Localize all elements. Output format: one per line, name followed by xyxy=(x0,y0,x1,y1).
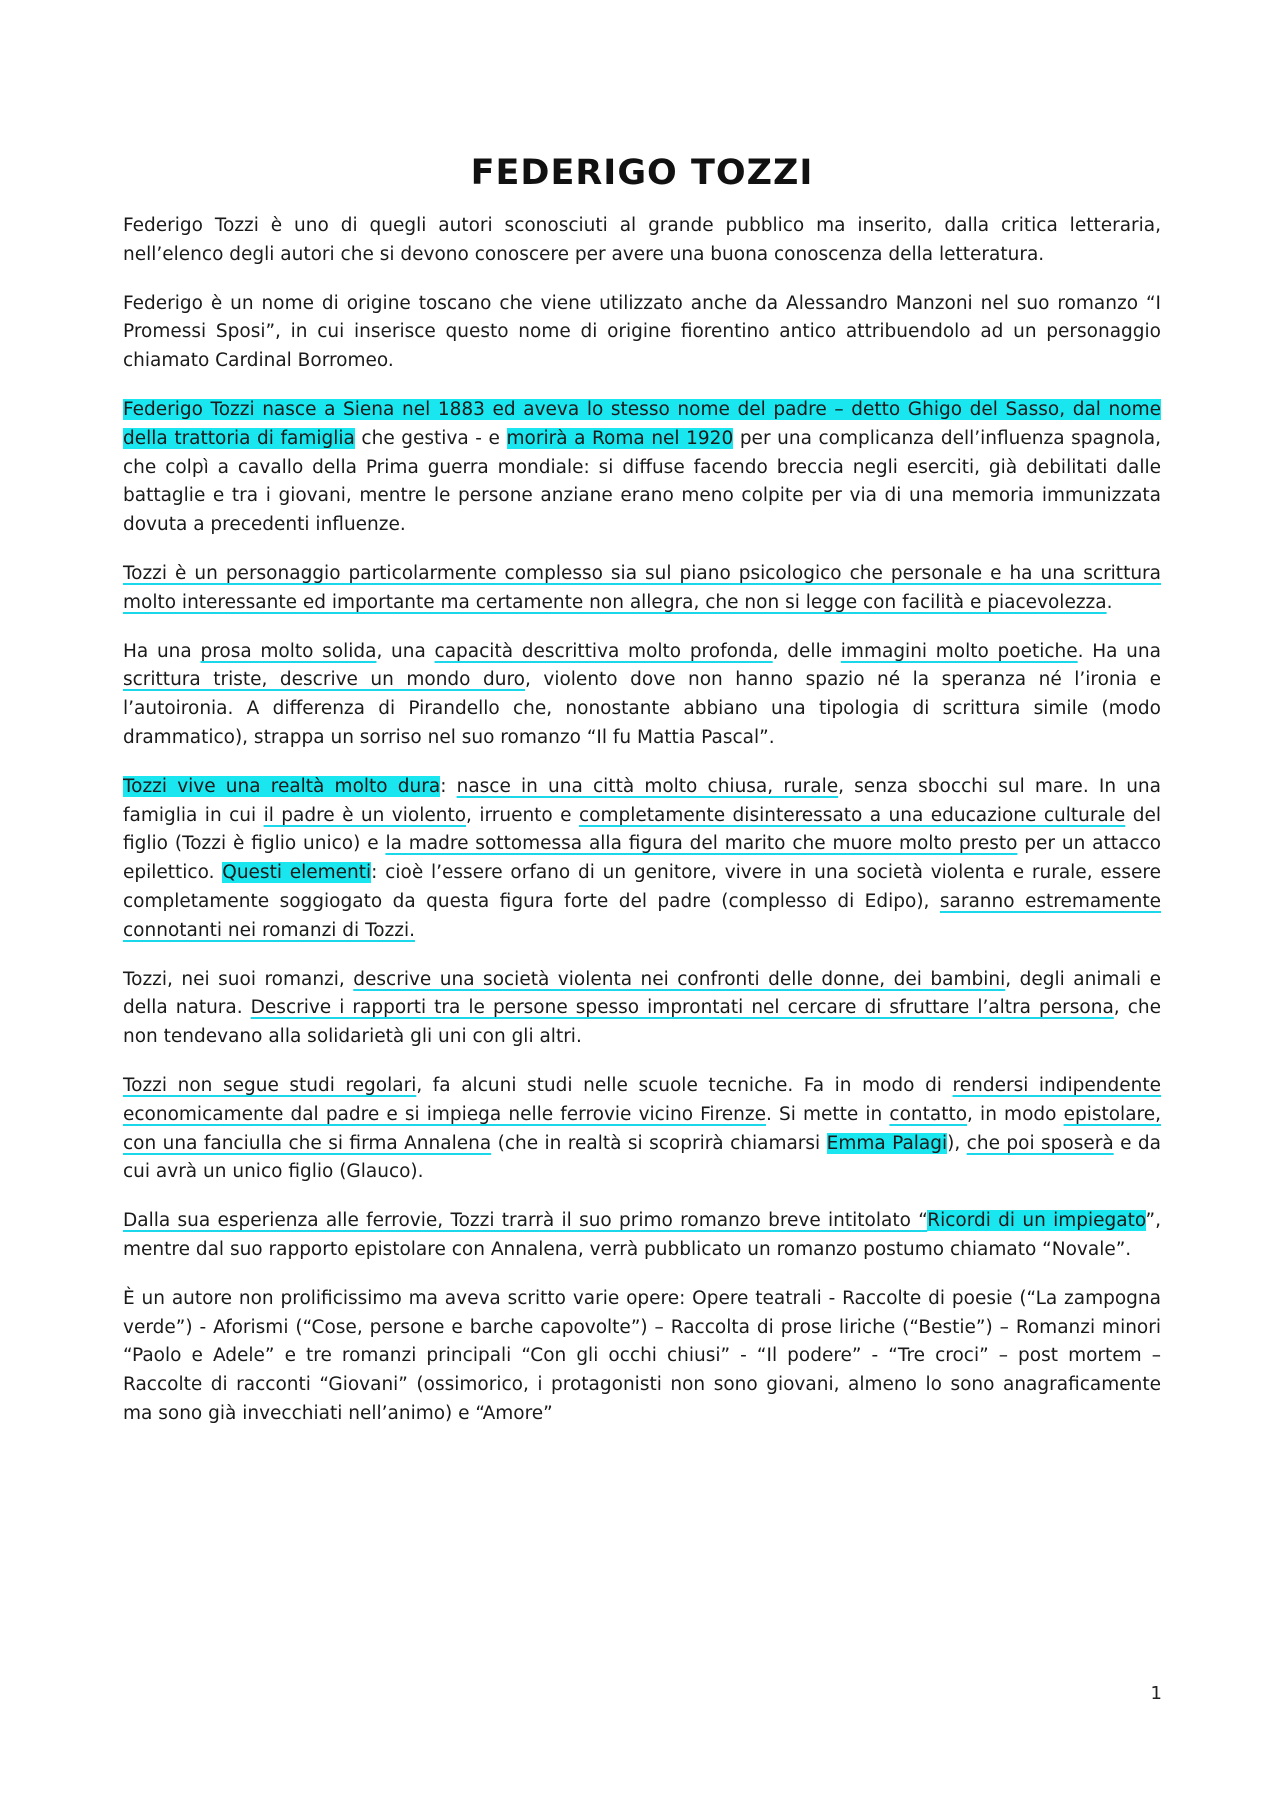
underlined-text: il padre è un violento xyxy=(263,804,467,826)
underlined-text: contatto xyxy=(889,1103,968,1125)
body-text: , fa alcuni studi nelle scuole tecniche. Fa in modo di xyxy=(416,1074,953,1096)
paragraph-6 xyxy=(123,773,1161,946)
document-body xyxy=(123,212,1161,1429)
body-text: . xyxy=(1106,591,1113,613)
body-text: , irruento e xyxy=(466,804,579,826)
paragraph-7 xyxy=(123,966,1161,1052)
underlined-text: immagini molto poetiche xyxy=(840,640,1078,662)
body-text: : xyxy=(440,775,457,797)
body-text: , una xyxy=(376,640,435,662)
body-text: , violento dove non hanno spazio né la speranza né l’ironia e l’autoironia. A differenza di Pirandello che, nonostante abbiano una tipologia di scrittura simile (modo drammatico), strappa un sorriso nel suo romanzo “Il fu Mattia Pascal”. xyxy=(123,669,1161,748)
body-text: per una complicanza dell’influenza spagnola, che colpì a cavallo della Prima guerra mondiale: si diffuse facendo breccia negli eserciti, già debilitati dalle battaglie e tra i giovani, mentre le persone anziane erano meno colpite per via di una memoria immunizzata dovuta a precedenti influenze. xyxy=(123,427,1162,536)
underlined-text: nasce in una città molto chiusa, rurale xyxy=(456,775,839,797)
paragraph-3 xyxy=(123,396,1161,540)
underlined-text: descrive una società violenta nei confronti delle donne, dei bambini xyxy=(353,968,1006,990)
page-title: FEDERIGO TOZZI xyxy=(470,153,814,193)
highlighted-text: Tozzi vive una realtà molto dura xyxy=(123,775,441,797)
highlighted-text: Questi elementi xyxy=(222,862,372,884)
underlined-text: completamente disinteressato a una educazione culturale xyxy=(579,804,1126,826)
body-text: , che non tendevano alla solidarietà gli uni con gli altri. xyxy=(123,997,1161,1048)
body-text: . Ha una xyxy=(1077,640,1161,662)
underlined-text: Descrive i rapporti tra le persone spesso improntati nel cercare di sfruttare l’altra persona xyxy=(250,997,1114,1019)
paragraph-2 xyxy=(123,290,1161,376)
paragraph-5 xyxy=(123,638,1161,753)
underlined-text: Tozzi è un personaggio particolarmente complesso sia sul piano psicologico che personale e ha una scrittura molto interessante ed importante ma certamente non allegra, che non si legge con facilità e piacevolezza xyxy=(123,562,1161,613)
body-text: : cioè l’essere orfano di un genitore, vivere in una società violenta e rurale, essere completamente soggiogato da questa figura forte del padre (complesso di Edipo), xyxy=(123,862,1161,912)
body-text: Ha una xyxy=(123,640,201,662)
underlined-text: che poi sposerà xyxy=(966,1132,1114,1154)
body-text: (che in realtà si scoprirà chiamarsi xyxy=(491,1132,827,1154)
body-text: Federigo Tozzi è uno di quegli autori sconosciuti al grande pubblico ma inserito, dalla critica letteraria, nell’elenco degli autori che si devono conoscere per avere una buona conoscenza della letteratura. xyxy=(123,215,1161,265)
body-text: , degli animali e della natura. xyxy=(123,968,1161,1019)
highlighted-text: Emma Palagi xyxy=(826,1132,948,1154)
underlined-text: rendersi indipendente economicamente dal padre e si impiega nelle ferrovie vicino Firenze xyxy=(123,1074,1162,1125)
body-text: Tozzi, nei suoi romanzi, xyxy=(123,968,354,990)
highlighted-text: Federigo Tozzi nasce a Siena nel 1883 ed aveva lo stesso nome del padre – detto Ghigo del Sasso, dal nome della trattoria di famiglia xyxy=(123,398,1161,449)
highlighted-text: morirà a Roma nel 1920 xyxy=(506,427,734,449)
highlighted-text: Ricordi di un impiegato xyxy=(927,1210,1146,1232)
underlined-text: la madre sottomessa alla figura del marito che muore molto presto xyxy=(385,833,1018,855)
body-text: È un autore non prolificissimo ma aveva scritto varie opere: Opere teatrali - Raccolte di poesie (“La zampogna verde”) - Aforismi (“Cose, persone e barche capovolte”) – Raccolta di prose liriche (“Bestie”) – Romanzi minori “Paolo e Adele” e tre romanzi principali “Con gli occhi chiusi” - “Il podere” - “Tre croci” – post mortem – Raccolte di racconti “Giovani” (ossimorico, i protagonisti non sono giovani, almeno lo sono anagraficamente ma sono già invecchiati nell’animo) e “Amore” xyxy=(123,1287,1161,1424)
body-text: Federigo è un nome di origine toscano che viene utilizzato anche da Alessandro Manzoni nel suo romanzo “I Promessi Sposi”, in cui inserisce questo nome di origine fiorentino antico attribuendolo ad un personaggio chiamato Cardinal Borromeo. xyxy=(123,292,1161,372)
paragraph-10 xyxy=(123,1285,1161,1429)
body-text: , delle xyxy=(772,640,841,662)
body-text: e da cui avrà un unico figlio (Glauco). xyxy=(123,1132,1161,1183)
underlined-text: prosa molto solida xyxy=(200,640,377,662)
body-text: che gestiva - e xyxy=(354,427,507,449)
body-text: del figlio (Tozzi è figlio unico) e xyxy=(123,804,1161,855)
underlined-text: Tozzi non segue studi regolari xyxy=(123,1074,417,1096)
body-text: ), xyxy=(947,1132,967,1154)
paragraph-8 xyxy=(123,1072,1161,1187)
underlined-text: Dalla sua esperienza alle ferrovie, Tozzi trarrà il suo primo romanzo breve intitolato “ xyxy=(123,1210,928,1232)
body-text: . Si mette in xyxy=(765,1103,890,1125)
body-text: per un attacco epilettico. xyxy=(123,833,1162,884)
body-text: , in modo xyxy=(967,1103,1064,1125)
paragraph-1 xyxy=(123,212,1161,270)
body-text: , senza sbocchi sul mare. In una famiglia in cui xyxy=(123,775,1161,826)
underlined-text: saranno estremamente connotanti nei romanzi di Tozzi. xyxy=(123,890,1161,941)
paragraph-9 xyxy=(123,1207,1161,1265)
page-number: 1 xyxy=(1150,1683,1162,1704)
underlined-text: scrittura triste, descrive un mondo duro xyxy=(123,669,525,691)
body-text: ”, mentre dal suo rapporto epistolare con Annalena, verrà pubblicato un romanzo postumo chiamato “Novale”. xyxy=(123,1210,1161,1260)
underlined-text: epistolare, con una fanciulla che si firma Annalena xyxy=(123,1103,1161,1154)
underlined-text: capacità descrittiva molto profonda xyxy=(434,640,773,662)
paragraph-4 xyxy=(123,560,1161,618)
